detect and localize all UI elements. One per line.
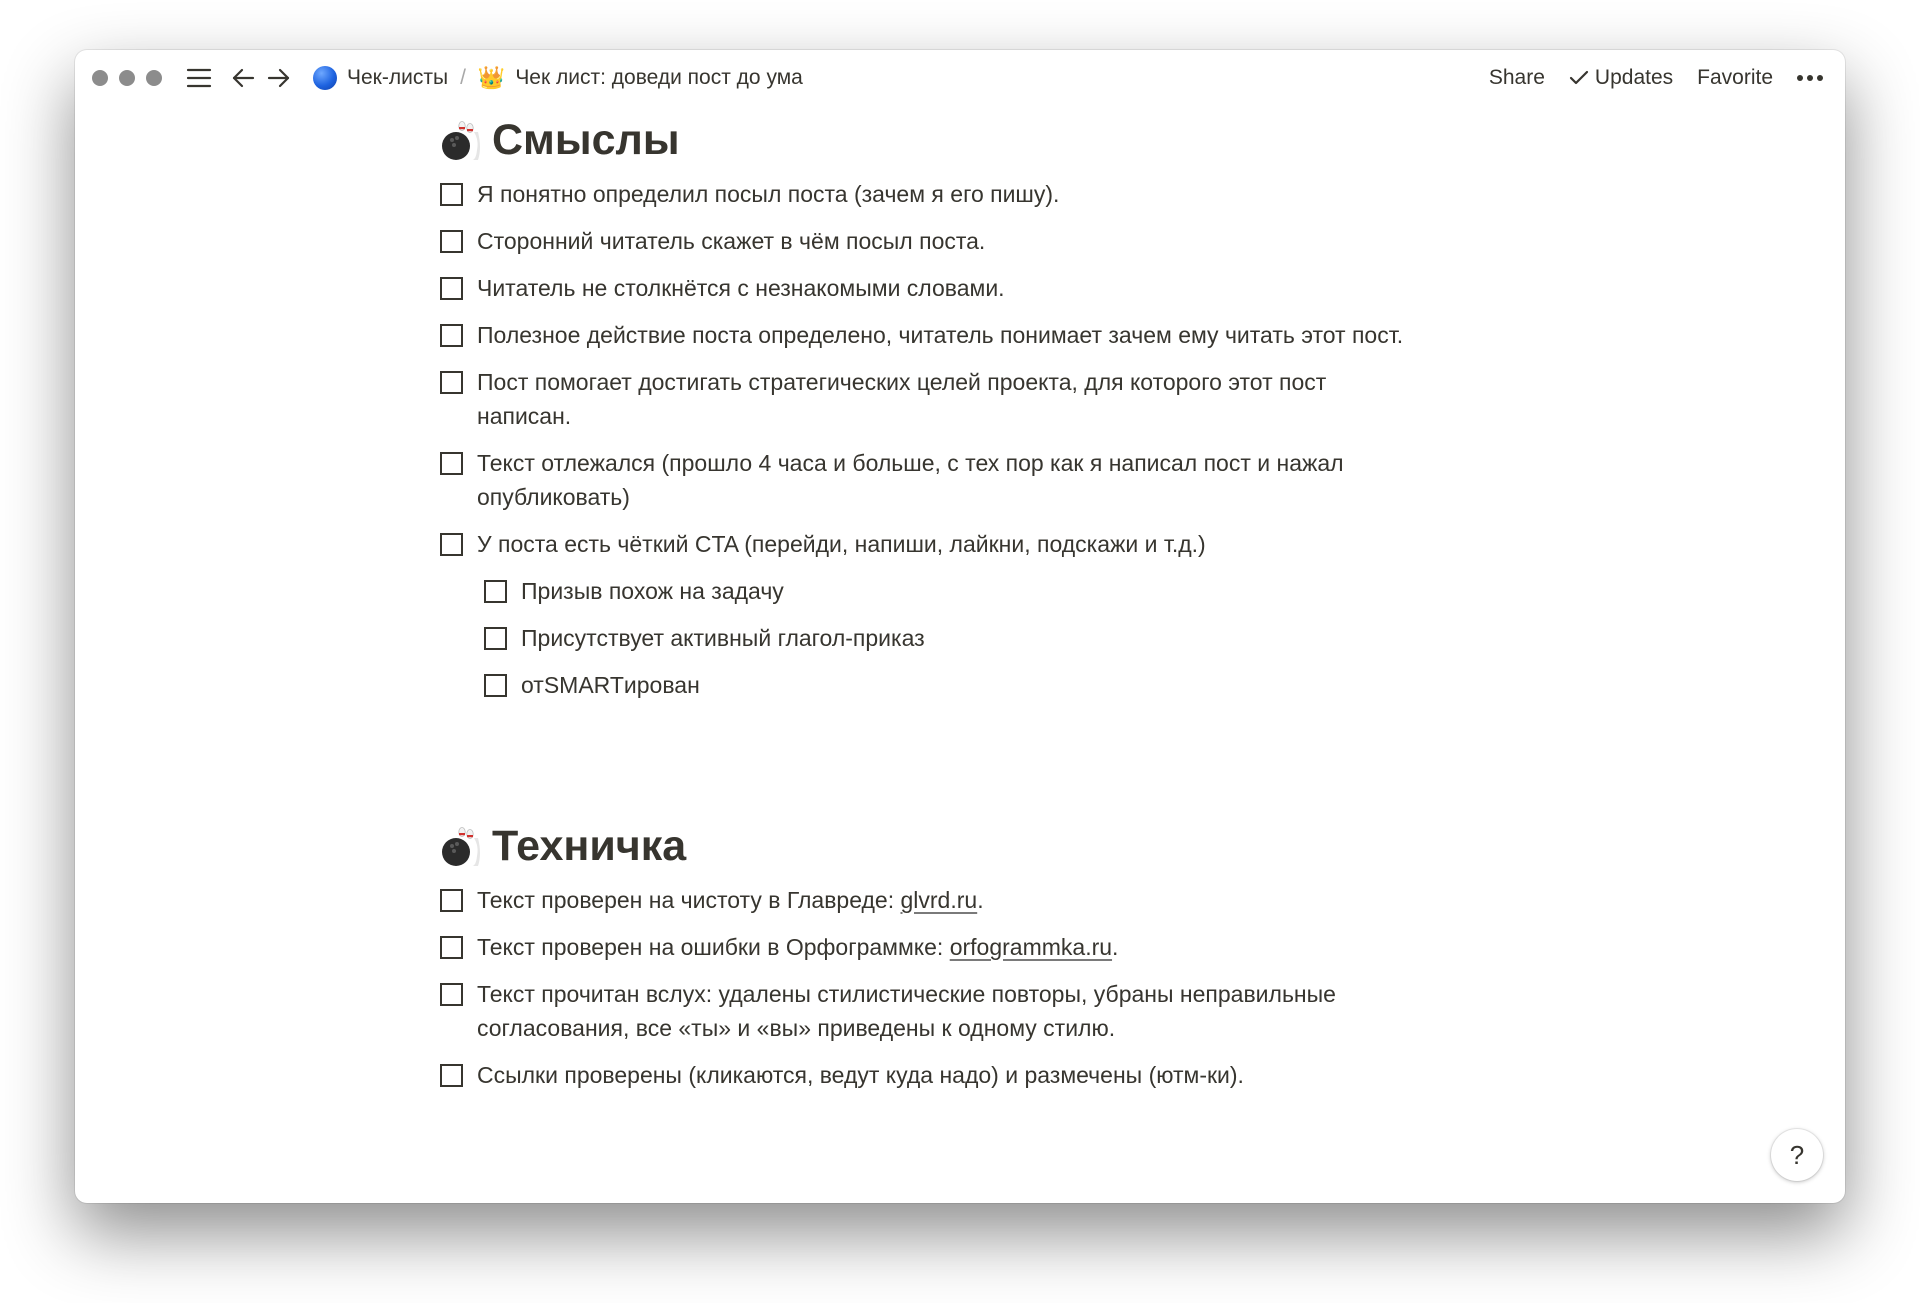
todo-item (440, 1053, 1490, 1100)
app-window (75, 50, 1845, 1203)
close-window-button[interactable] (92, 70, 108, 86)
topbar-actions (1489, 60, 1823, 96)
todo-text: Присутствует активный глагол-приказ (521, 625, 925, 651)
sidebar-menu-icon[interactable] (183, 62, 215, 94)
todo-checkbox[interactable] (440, 183, 463, 206)
breadcrumb-item-parent[interactable] (307, 64, 454, 92)
todo-text: У поста есть чёткий CTA (перейди, напиши, лайкни, подскажи и т.д.) (477, 531, 1206, 557)
todo-item (440, 313, 1490, 360)
crown-icon: 👑 (477, 65, 506, 90)
todo-text: Читатель не столкнётся с незнакомыми словами. (477, 275, 1005, 301)
todo-text: Ссылки проверены (кликаются, ведут куда надо) и размечены (ютм-ки). (477, 1062, 1244, 1088)
breadcrumb (307, 60, 809, 96)
todo-text: Сторонний читатель скажет в чём посыл поста. (477, 228, 986, 254)
todo-checkbox[interactable] (440, 983, 463, 1006)
todo-checkbox[interactable] (440, 452, 463, 475)
todo-text (477, 930, 1490, 964)
todo-text-suffix: . (977, 887, 984, 913)
section-title: Техничка (492, 821, 687, 870)
todo-item (440, 360, 1400, 441)
todo-checkbox[interactable] (440, 371, 463, 394)
todo-text: Полезное действие поста определено, читатель понимает зачем ему читать этот пост. (477, 322, 1404, 348)
todo-item (440, 878, 1490, 925)
top-bar (75, 50, 1845, 106)
todo-subitem (484, 663, 1490, 710)
todo-item (440, 972, 1400, 1053)
more-options-icon[interactable] (1797, 75, 1823, 81)
forward-arrow-icon[interactable] (263, 62, 295, 94)
todo-text: Я понятно определил посыл поста (зачем я его пишу). (477, 181, 1060, 207)
section-spacer (440, 710, 1490, 818)
todo-text: Пост помогает достигать стратегических целей проекта, для которого этот пост написан. (477, 369, 1327, 429)
todo-checkbox[interactable] (440, 533, 463, 556)
todo-checkbox[interactable] (440, 936, 463, 959)
section-heading (440, 112, 1490, 168)
blue-circle-icon (313, 66, 337, 90)
glvrd-link[interactable]: glvrd.ru (900, 887, 978, 913)
todo-text: Текст отлежался (прошло 4 часа и больше, с тех пор как я написал пост и нажал опубликовать) (477, 450, 1344, 510)
todo-item (440, 219, 1490, 266)
todo-checkbox[interactable] (484, 627, 507, 650)
updates-button[interactable] (1569, 66, 1673, 90)
todo-checkbox[interactable] (484, 674, 507, 697)
orfogrammka-link[interactable]: orfogrammka.ru (949, 934, 1113, 960)
todo-item (440, 925, 1490, 972)
section-technichka (440, 818, 1490, 1100)
breadcrumb-separator: / (460, 66, 466, 89)
breadcrumb-item-current[interactable] (472, 63, 809, 93)
todo-text-suffix: . (1112, 934, 1119, 960)
todo-checkbox[interactable] (440, 324, 463, 347)
todo-checkbox[interactable] (440, 230, 463, 253)
breadcrumb-parent-label: Чек-листы (347, 66, 449, 89)
favorite-button[interactable]: Favorite (1697, 66, 1773, 89)
back-arrow-icon[interactable] (227, 62, 259, 94)
todo-text-prefix: Текст проверен на чистоту в Главреде: (477, 887, 901, 913)
section-smysly (440, 106, 1490, 710)
breadcrumb-current-label: Чек лист: доведи пост до ума (515, 66, 803, 89)
todo-item (440, 441, 1400, 522)
zoom-window-button[interactable] (146, 70, 162, 86)
todo-subitem (484, 569, 1490, 616)
todo-checkbox[interactable] (440, 277, 463, 300)
updates-label: Updates (1594, 66, 1674, 89)
todo-text: отSMARTирован (521, 672, 700, 698)
bowling-icon (440, 118, 482, 162)
section-heading (440, 818, 1490, 874)
todo-item (440, 522, 1490, 569)
todo-item (440, 266, 1490, 313)
todo-checkbox[interactable] (440, 889, 463, 912)
todo-text: Текст прочитан вслух: удалены стилистические повторы, убраны неправильные согласования, все «ты» и «вы» приведены к одному стилю. (477, 981, 1336, 1041)
todo-text: Призыв похож на задачу (521, 578, 784, 604)
section-title: Смыслы (492, 115, 680, 164)
todo-subitem (484, 616, 1490, 663)
todo-item (440, 172, 1490, 219)
todo-checkbox[interactable] (440, 1064, 463, 1087)
share-button[interactable]: Share (1488, 66, 1545, 89)
page-content (440, 106, 1490, 1100)
todo-checkbox[interactable] (484, 580, 507, 603)
bowling-icon (440, 824, 482, 868)
todo-text (477, 883, 1490, 917)
checkmark-icon (1569, 70, 1589, 86)
todo-text-prefix: Текст проверен на ошибки в Орфограммке: (477, 934, 950, 960)
window-controls (92, 70, 162, 86)
help-button[interactable]: ? (1771, 1129, 1823, 1181)
minimize-window-button[interactable] (119, 70, 135, 86)
